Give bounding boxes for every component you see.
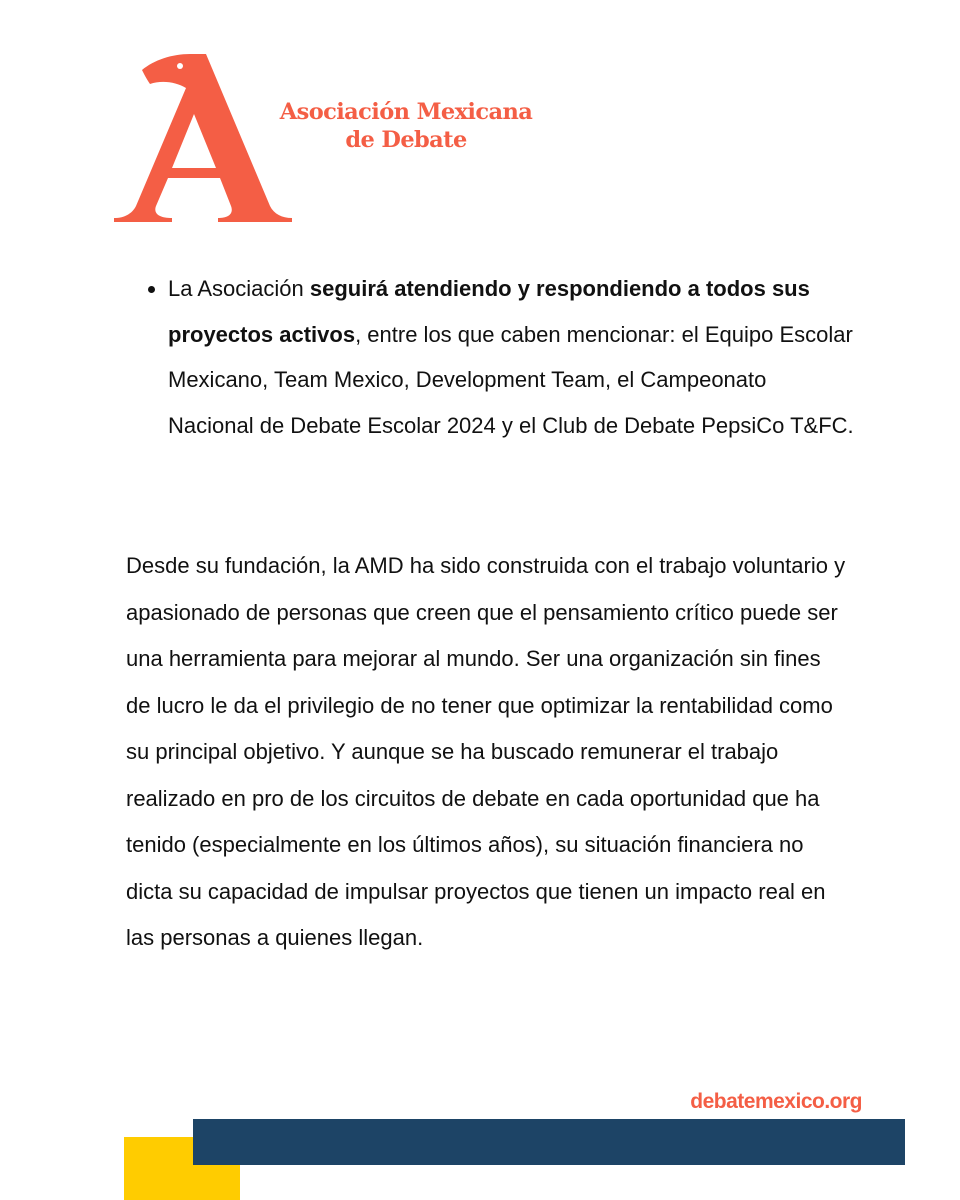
organization-name	[276, 98, 536, 154]
footer-navy-bar	[193, 1119, 905, 1165]
list-item	[168, 266, 858, 448]
bullet-text-start: La Asociación	[168, 276, 310, 301]
bullet-text-bold: seguirá atendiendo y respondiendo a todos sus proyectos activos	[168, 276, 810, 347]
active-projects-list	[148, 266, 858, 448]
bullet-text-end: , entre los que caben mencionar: el Equipo Escolar Mexicano, Team Mexico, Development Team, el Campeonato Nacional de Debate Escolar 2024 y el Club de Debate PepsiCo T&FC.	[168, 321, 854, 438]
website-link[interactable]: debatemexico.org	[690, 1090, 862, 1113]
amd-logo	[110, 48, 533, 228]
organization-name-line2: de Debate	[345, 127, 467, 153]
body-paragraph: Desde su fundación, la AMD ha sido construida con el trabajo voluntario y apasionado de personas que creen que el pensamiento crítico puede ser una herramienta para mejorar al mundo. Ser una organización sin fines de lucro le da el privilegio de no tener que optimizar la rentabilidad como su principal objetivo. Y aunque se ha buscado remunerar el trabajo realizado en pro de los circuitos de debate en cada oportunidad que ha tenido (especialmente en los últimos años), su situación financiera no dicta su capacidad de impulsar proyectos que tienen un impacto real en las personas a quienes llegan.	[126, 553, 846, 950]
organization-name-line1: Asociación Mexicana	[279, 99, 533, 125]
eagle-a-logo-icon	[110, 48, 300, 228]
